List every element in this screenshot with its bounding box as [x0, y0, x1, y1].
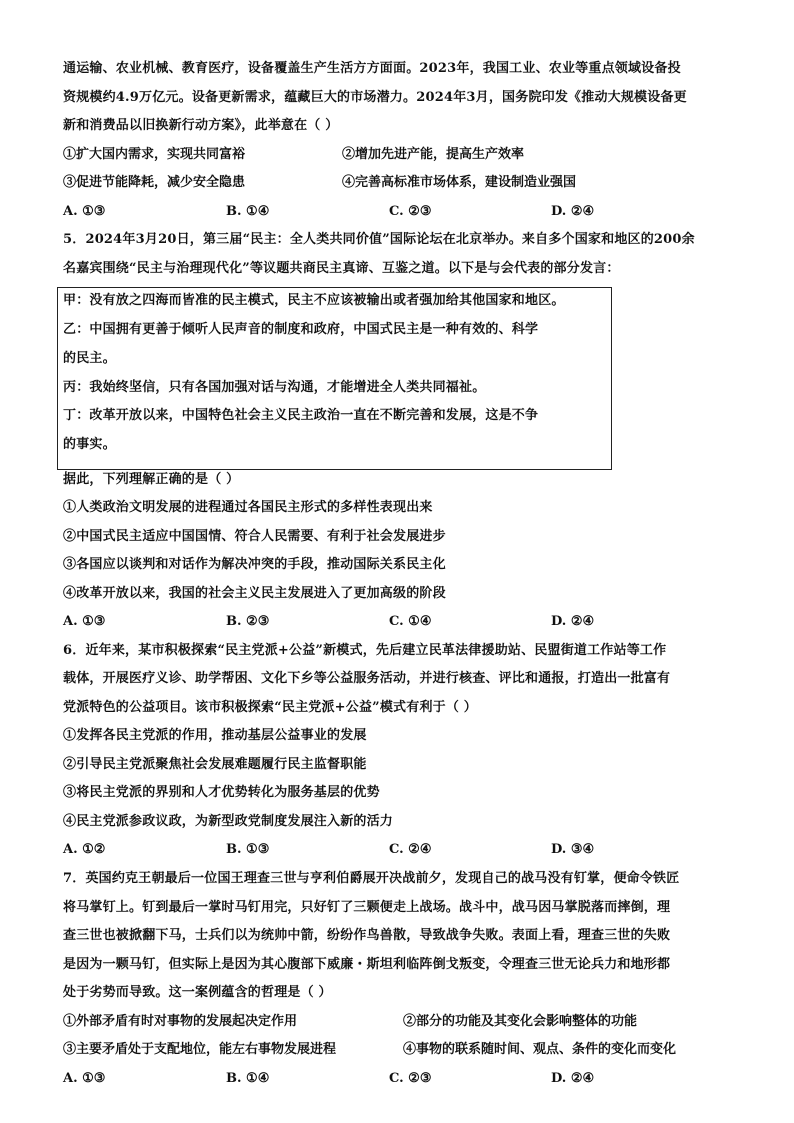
- q4-option-a: A. ①③: [63, 204, 106, 219]
- q4-option-d: D. ②④: [551, 204, 595, 219]
- q7-line-1: 7．英国约克王朝最后一位国王理查三世与亨利伯爵展开决战前夕，发现自己的战马没有钉掌，便命令铁匠: [63, 871, 680, 886]
- q5-choice-1: ①人类政治文明发展的进程通过各国民主形式的多样性表现出来: [63, 500, 433, 515]
- q5-line-2: 名嘉宾围绕“民主与治理现代化”等议题共商民主真谛、互鉴之道。以下是与会代表的部分发言：: [63, 261, 620, 276]
- q6-choice-3: ③将民主党派的界别和人才优势转化为服务基层的优势: [63, 785, 380, 800]
- q7-line-2: 将马掌钉上。钉到最后一掌时马钉用完，只好钉了三颗便走上战场。战斗中，战马因马掌脱落而摔倒，理: [63, 900, 671, 915]
- q5-box-line-4: 丙：我始终坚信，只有各国加强对话与沟通，才能增进全人类共同福祉。: [63, 380, 486, 395]
- q5-box-line-3: 的民主。: [63, 351, 116, 366]
- q6-line-3: 党派特色的公益项目。该市积极探索“民主党派+公益”模式有利于（ ）: [63, 700, 477, 715]
- q5-line-1: 5．2024年3月20日，第三届“民主：全人类共同价值”国际论坛在北京举办。来自多个国家和地区的200余: [63, 232, 695, 247]
- q5-box-line-1: 甲：没有放之四海而皆准的民主模式，民主不应该被输出或者强加给其他国家和地区。: [63, 293, 565, 308]
- q5-option-d: D. ②④: [551, 614, 595, 629]
- q4-line-3: 新和消费品以旧换新行动方案》，此举意在（ ）: [63, 118, 339, 133]
- q7-choice-3: ③主要矛盾处于支配地位，能左右事物发展进程: [63, 1042, 337, 1057]
- q6-choice-4: ④民主党派参政议政，为新型政党制度发展注入新的活力: [63, 814, 394, 829]
- q6-line-2: 载体，开展医疗义诊、助学帮困、文化下乡等公益服务活动，并进行核查、评比和通报，打造出一批富有: [63, 671, 671, 686]
- q7-line-3: 查三世也被掀翻下马，士兵们以为统帅中箭，纷纷作鸟兽散，导致战争失败。表面上看，理查三世的失败: [63, 928, 671, 943]
- q4-line-2: 资规模约4.9万亿元。设备更新需求，蕴藏巨大的市场潜力。2024年3月，国务院印发《推动大规模设备更: [63, 90, 687, 105]
- q6-option-a: A. ①②: [63, 842, 106, 857]
- q7-choices-row-1: [63, 1013, 763, 1031]
- q7-line-4: 是因为一颗马钉，但实际上是因为其心腹部下威廉・斯坦利临阵倒戈叛变，令理查三世无论兵力和地形都: [63, 957, 671, 972]
- q6-choice-2: ②引导民主党派聚焦社会发展难题履行民主监督职能: [63, 757, 367, 772]
- q6-option-b: B. ①③: [226, 842, 270, 857]
- q5-choice-3: ③各国应以谈判和对话作为解决冲突的手段，推动国际关系民主化: [63, 557, 446, 572]
- q4-choice-4: ④完善高标准市场体系，建设制造业强国: [342, 175, 577, 190]
- q7-option-c: C. ②③: [389, 1071, 432, 1086]
- q7-choice-1: ①外部矛盾有时对事物的发展起决定作用: [63, 1014, 298, 1029]
- q7-choices-row-2: [63, 1041, 763, 1059]
- q4-choice-3: ③促进节能降耗，减少安全隐患: [63, 175, 246, 190]
- q5-option-b: B. ②③: [226, 614, 270, 629]
- q4-choices-row-2: [63, 174, 763, 192]
- q5-choice-2: ②中国式民主适应中国国情、符合人民需要、有利于社会发展进步: [63, 529, 446, 544]
- q4-choices-row-1: [63, 146, 763, 164]
- q5-box-line-5: 丁：改革开放以来，中国特色社会主义民主政治一直在不断完善和发展，这是不争: [63, 408, 539, 423]
- q5-stem: 据此，下列理解正确的是（ ）: [63, 472, 240, 487]
- q5-choice-4: ④改革开放以来，我国的社会主义民主发展进入了更加高级的阶段: [63, 586, 446, 601]
- q4-option-b: B. ①④: [226, 204, 270, 219]
- q4-choice-1: ①扩大国内需求，实现共同富裕: [63, 147, 246, 162]
- q7-choice-4: ④事物的联系随时间、观点、条件的变化而变化: [403, 1042, 677, 1057]
- q4-option-c: C. ②③: [389, 204, 432, 219]
- q6-line-1: 6．近年来，某市积极探索“民主党派+公益”新模式，先后建立民革法律援助站、民盟街道工作站等工作: [63, 643, 667, 658]
- q7-option-d: D. ②④: [551, 1071, 595, 1086]
- q4-choice-2: ②增加先进产能，提高生产效率: [342, 147, 525, 162]
- q5-box-line-6: 的事实。: [63, 437, 116, 452]
- q6-option-c: C. ②④: [389, 842, 432, 857]
- q5-option-c: C. ①④: [389, 614, 432, 629]
- q6-option-d: D. ③④: [551, 842, 595, 857]
- q7-choice-2: ②部分的功能及其变化会影响整体的功能: [403, 1014, 638, 1029]
- q6-choice-1: ①发挥各民主党派的作用，推动基层公益事业的发展: [63, 728, 367, 743]
- q7-option-a: A. ①③: [63, 1071, 106, 1086]
- q7-line-5: 处于劣势而导致。这一案例蕴含的哲理是（ ）: [63, 985, 332, 1000]
- q7-option-b: B. ①④: [226, 1071, 270, 1086]
- q5-box-line-2: 乙：中国拥有更善于倾听人民声音的制度和政府，中国式民主是一种有效的、科学: [63, 322, 539, 337]
- q4-line-1: 通运输、农业机械、教育医疗，设备覆盖生产生活方方面面。2023年，我国工业、农业等重点领域设备投: [63, 61, 681, 76]
- q5-option-a: A. ①③: [63, 614, 106, 629]
